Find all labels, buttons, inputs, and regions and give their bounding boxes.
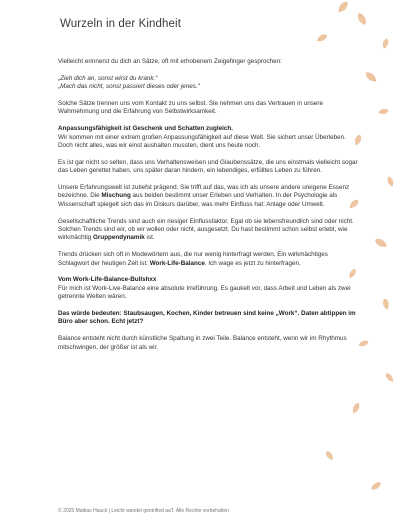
contact-paragraph: Solche Sätze trennen uns vom Kontakt zu uns selbst. Sie nehmen uns das Vertrauen in unsere Wahrnehmung und die Erfahrung von Selbstwirksamkeit. bbox=[58, 100, 323, 116]
trends-text: Gesellschaftliche Trends sind auch ein riesiger Einflussfaktor. Egal ob sie lebensfreundlich sind oder nicht. Solchen Trends sind wir, ob wir wollen oder nicht, ausgesetzt. Du hast bestimmt schon selbst erlebt, wie wirkmächtig bbox=[58, 217, 354, 242]
falling-leaf-icon bbox=[371, 233, 390, 252]
adaptability-paragraph: Wir kommen mit einer extrem großen Anpassungsfähigkeit auf diese Welt. Sie sichert unser Überleben. Doch nicht alles, was wir einst aushalten mussten, dient uns heute noch. bbox=[58, 133, 346, 150]
falling-leaf-icon bbox=[379, 37, 392, 50]
trends-paragraph bbox=[58, 218, 358, 243]
falling-leaf-icon bbox=[314, 30, 330, 46]
meaning-paragraph: Das würde bedeuten: Staubsaugen, Kochen, Kinder betreuen sind keine „Work“. Daten abtippen im Büro aber schon. Echt jetzt? bbox=[58, 310, 356, 326]
bullshit-paragraph: Für mich ist Work-Live-Balance eine absolute Irreführung. Es gaukelt vor, dass Arbeit und Leben als zwei getrennte Welten wären. bbox=[58, 284, 351, 301]
quote-line: „Zieh dich an, sonst wirst du krank.“ bbox=[58, 74, 158, 82]
trends-emphasis: Gruppendynamik bbox=[93, 234, 145, 242]
falling-leaf-icon bbox=[368, 478, 385, 495]
adaptability-section bbox=[58, 125, 358, 150]
quote-block bbox=[58, 75, 358, 92]
falling-leaf-icon bbox=[348, 400, 364, 416]
experience-emphasis: Mischung bbox=[101, 192, 131, 200]
buzzword-text: Trends drücken sich oft in Modewörtern aus, die nur wenig hinterfragt werden. Ein wirkmächtiges Schlagwort der heutigen Zeit ist: bbox=[58, 251, 328, 267]
falling-leaf-icon bbox=[382, 370, 397, 385]
falling-leaf-icon bbox=[379, 297, 393, 311]
bullshit-heading: Vom Work-Life-Balance-Bullshxx bbox=[58, 276, 157, 284]
quote-line: „Mach das nicht, sonst passiert dieses oder jenes.“ bbox=[58, 83, 200, 91]
buzzword-paragraph bbox=[58, 251, 358, 268]
bullshit-section bbox=[58, 276, 358, 301]
falling-leaf-icon bbox=[361, 67, 381, 87]
adaptability-heading: Anpassungsfähigkeit ist Geschenk und Schatten zugleich. bbox=[58, 125, 233, 133]
falling-leaf-icon bbox=[322, 448, 337, 463]
article-body bbox=[58, 58, 358, 360]
experience-text: aus beiden bestimmt unser Erleben und Verhalten. In der Psychologie als Wissenschaft spiegelt sich das im Diskurs darüber, was mehr Einfluss hat: Anlage oder Umwelt. bbox=[58, 192, 338, 208]
falling-leaf-icon bbox=[356, 336, 370, 350]
falling-leaf-icon bbox=[333, 0, 353, 17]
falling-leaf-icon bbox=[352, 9, 371, 28]
trends-text: ist. bbox=[144, 234, 155, 242]
falling-leaf-icon bbox=[377, 105, 390, 118]
buzzword-text: . Ich wage es jetzt zu hinterfragen. bbox=[204, 259, 301, 267]
balance-paragraph: Balance entsteht nicht durch künstliche Spaltung in zwei Teile. Balance entsteht, wenn wir im Rhythmus mitschwingen, der größer ist als wir. bbox=[58, 335, 347, 351]
footer-copyright: © 2025 Mattias Hauck | Leicht wandel gentrified aaT. Alle Rechte vorbehalten bbox=[58, 508, 229, 514]
falling-leaf-icon bbox=[383, 174, 397, 188]
page-title: Wurzeln in der Kindheit bbox=[60, 18, 181, 30]
experience-paragraph bbox=[58, 184, 358, 209]
patterns-paragraph: Es ist gar nicht so selten, dass uns Verhaltensweisen und Glaubenssätze, die uns einstmals vielleicht sogar das Leben gerettet haben, uns später daran hindern, ein lebendiges, erfülltes Leben zu führen. bbox=[58, 158, 358, 175]
intro-paragraph: Vielleicht erinnerst du dich an Sätze, oft mit erhobenem Zeigefinger gesprochen: bbox=[58, 58, 282, 65]
experience-text: Unsere Erfahrungswelt ist zutiefst prägend. Sie trifft auf das, was ich als unsere andere ureigene Essenz bezeichne. Die bbox=[58, 184, 350, 200]
buzzword-emphasis: Work-Life-Balance bbox=[149, 259, 205, 267]
